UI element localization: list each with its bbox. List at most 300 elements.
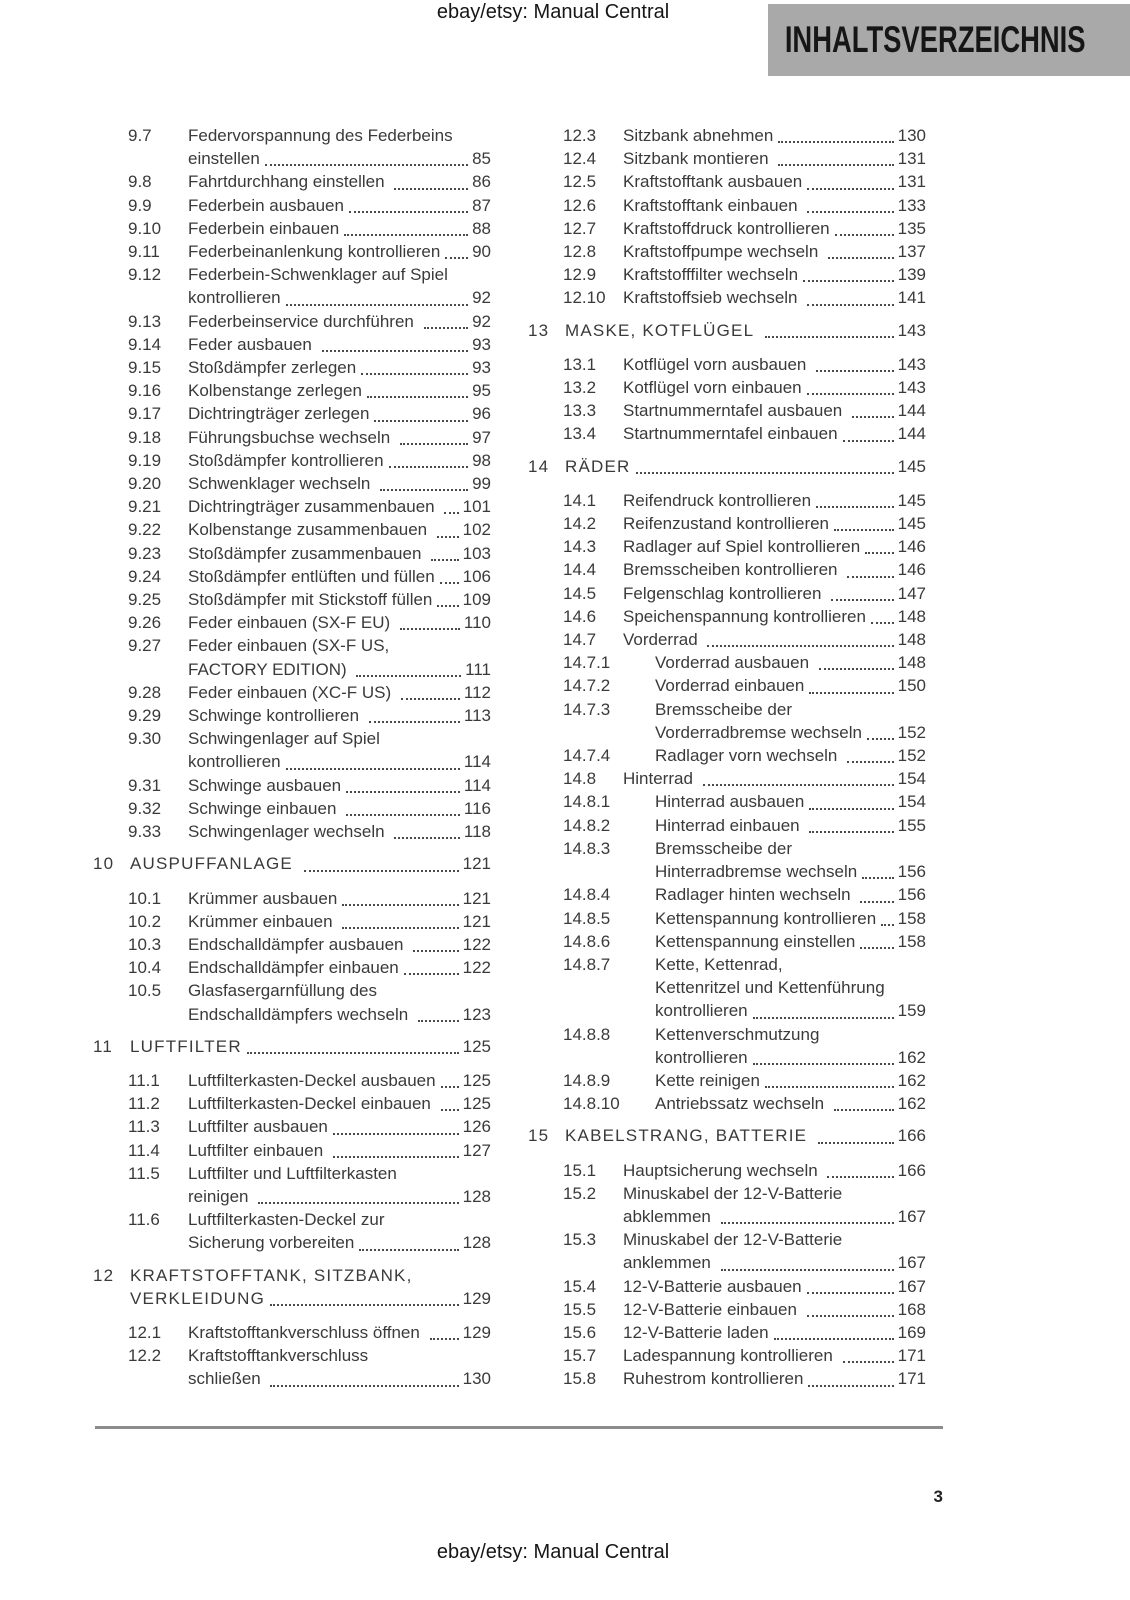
toc-entry-title-text: kontrollieren (188, 752, 281, 772)
toc-entry (528, 953, 926, 1023)
dot-leader (765, 1065, 894, 1088)
toc-entry (528, 814, 926, 837)
toc-entry (93, 852, 491, 875)
toc-entry-page: 129 (462, 1322, 491, 1342)
dot-leader (431, 538, 459, 561)
toc-entry-number: 14.5 (563, 583, 597, 603)
toc-entry (528, 286, 926, 309)
toc-entry-number: 15.4 (563, 1276, 597, 1296)
toc-entry-title (655, 698, 926, 744)
dot-leader (369, 700, 460, 723)
dot-leader (394, 816, 460, 839)
toc-entry-last-line (623, 1367, 926, 1390)
toc-entry-number: 9.10 (128, 218, 162, 238)
toc-entry (93, 1069, 491, 1092)
toc-entry-last-line (655, 999, 926, 1022)
toc-entry-page: 146 (897, 560, 926, 580)
toc-entry-last-line (655, 814, 926, 837)
toc-entry-page: 116 (463, 798, 491, 818)
toc-entry-number: 12.10 (563, 288, 606, 308)
toc-entry (93, 1162, 491, 1208)
toc-entry (93, 1264, 491, 1310)
toc-entry-page: 171 (897, 1346, 926, 1366)
toc-entry-number: 9.13 (128, 311, 162, 331)
toc-entry-title-text: Feder ausbauen (188, 334, 317, 354)
toc-entry-page: 167 (897, 1206, 926, 1226)
toc-entry-page: 168 (897, 1299, 926, 1319)
toc-entry-title-text: Hinterrad ausbauen (655, 792, 805, 812)
toc-entry-page: 133 (897, 195, 926, 215)
toc-entry-page: 156 (897, 885, 926, 905)
toc-entry-title-text: Stoßdämpfer kontrollieren (188, 450, 384, 470)
toc-entry-title (655, 674, 926, 697)
toc-entry-number: 10.5 (128, 981, 162, 1001)
toc-column-right (528, 124, 926, 1391)
toc-entry (528, 1023, 926, 1069)
toc-entry-title-text: kontrollieren (655, 1047, 748, 1067)
toc-entry-last-line (188, 240, 491, 263)
toc-entry-page: 114 (463, 775, 491, 795)
toc-entry-page: 148 (897, 606, 926, 626)
toc-entry (93, 1321, 491, 1344)
toc-entry-title (623, 1367, 926, 1390)
toc-entry-title-text: Kraftstofftankverschluss öffnen (188, 1322, 425, 1342)
dot-leader (437, 514, 459, 537)
dot-leader (444, 491, 458, 514)
toc-entry-title-text: Vorderradbremse wechseln (655, 722, 862, 742)
dot-leader (765, 315, 894, 338)
toc-entry-page: 98 (472, 450, 491, 470)
toc-entry-title-text: Kraftstofftank einbauen (623, 195, 803, 215)
page-number: 3 (933, 1487, 943, 1506)
toc-entry-page: 154 (897, 769, 926, 789)
dot-leader (374, 398, 468, 421)
toc-entry (93, 611, 491, 634)
toc-entry-number: 15.1 (563, 1160, 597, 1180)
toc-entry-last-line (188, 1139, 491, 1162)
toc-entry-title-text: Hauptsicherung wechseln (623, 1160, 823, 1180)
toc-entry (528, 1228, 926, 1274)
toc-entry-last-line (655, 930, 926, 953)
toc-entry-title (130, 1264, 491, 1310)
toc-entry-title (655, 1092, 926, 1115)
dot-leader (445, 236, 468, 259)
toc-entry-title-line: Kette, Kettenrad, (655, 954, 783, 974)
dot-leader (349, 190, 468, 213)
dot-leader (881, 903, 893, 926)
dot-leader (265, 143, 468, 166)
toc-entry-number: 11.1 (128, 1070, 160, 1090)
toc-entry-page: 148 (897, 653, 926, 673)
toc-entry (93, 704, 491, 727)
toc-entry (528, 1367, 926, 1390)
toc-entry-title-text: Sitzbank abnehmen (623, 126, 774, 145)
toc-entry-last-line (188, 611, 491, 634)
dot-leader (401, 677, 460, 700)
toc-entry-number: 15.8 (563, 1369, 597, 1389)
toc-entry-number: 9.7 (128, 126, 152, 145)
toc-entry-last-line (130, 1035, 491, 1058)
dot-leader (867, 717, 894, 740)
toc-entry-page: 145 (897, 456, 926, 476)
toc-entry-page: 156 (897, 862, 926, 882)
toc-entry-page: 143 (897, 354, 926, 374)
toc-entry-title-text: schließen (188, 1369, 266, 1389)
toc-entry-title-text: reinigen (188, 1186, 254, 1206)
toc-entry (528, 674, 926, 697)
toc-entry-page: 121 (462, 911, 491, 931)
toc-entry (528, 883, 926, 906)
toc-entry-number: 11.3 (128, 1117, 160, 1137)
toc-entry-page: 93 (472, 358, 491, 378)
toc-entry-page: 126 (462, 1117, 491, 1137)
dot-leader (721, 1201, 894, 1224)
toc-entry-title-text: Reifenzustand kontrollieren (623, 514, 830, 534)
dot-leader (441, 1088, 459, 1111)
toc-entry-page: 130 (462, 1369, 491, 1389)
dot-leader (816, 349, 894, 372)
toc-entry-title-text: Kette reinigen (655, 1070, 760, 1090)
toc-entry-page: 131 (897, 172, 926, 192)
toc-entry-page: 88 (472, 218, 491, 238)
toc-entry-number: 11.4 (128, 1140, 160, 1160)
toc-entry-last-line (655, 1092, 926, 1115)
dot-leader (828, 236, 894, 259)
toc-entry-page: 143 (897, 378, 926, 398)
dot-leader (834, 1088, 894, 1111)
toc-entry-number: 12.6 (563, 195, 597, 215)
toc-entry-title-text: Federbein einbauen (188, 218, 340, 238)
toc-entry-number: 13.1 (563, 354, 597, 374)
toc-entry-title (130, 852, 491, 875)
toc-entry-page: 139 (897, 265, 926, 285)
toc-entry-title-text: Startnummerntafel einbauen (623, 424, 838, 444)
toc-entry-page: 129 (462, 1288, 491, 1308)
toc-entry-title-line: Minuskabel der 12-V-Batterie (623, 1183, 843, 1203)
toc-entry-number: 14.2 (563, 514, 597, 534)
dot-leader (346, 793, 460, 816)
toc-entry (93, 820, 491, 843)
toc-entry-number: 9.33 (128, 822, 162, 842)
toc-entry-title-text: kontrollieren (188, 288, 281, 308)
dot-leader (843, 418, 894, 441)
dot-leader (816, 485, 894, 508)
toc-entry-page: 146 (897, 537, 926, 557)
toc-entry-number: 9.16 (128, 381, 162, 401)
toc-entry-number: 10.4 (128, 958, 162, 978)
toc-entry-number: 9.8 (128, 172, 152, 192)
toc-entry (528, 1159, 926, 1182)
toc-entry-title-line: Bremsscheibe der (655, 838, 793, 858)
toc-column-left (93, 124, 491, 1391)
dot-leader (860, 926, 893, 949)
toc-entry-title (623, 1159, 926, 1182)
toc-entry-last-line (188, 1321, 491, 1344)
toc-entry-title-text: Ruhestrom kontrollieren (623, 1369, 804, 1389)
toc-entry-title-text: Radlager hinten wechseln (655, 885, 856, 905)
toc-entry-number: 9.25 (128, 590, 162, 610)
toc-entry-page: 143 (897, 320, 926, 340)
dot-leader (807, 1294, 894, 1317)
toc-entry-title-line: Feder einbauen (SX-F US, (188, 636, 390, 656)
toc-entry-title-text: 12-V-Batterie ausbauen (623, 1276, 802, 1296)
dot-leader (400, 607, 460, 630)
dot-leader (847, 740, 894, 763)
dot-leader (304, 848, 459, 871)
toc-entry-page: 169 (897, 1322, 926, 1342)
toc-entry-number: 9.20 (128, 474, 162, 494)
toc-entry-title-text: KABELSTRANG, BATTERIE (565, 1126, 814, 1146)
toc-entry-page: 162 (897, 1070, 926, 1090)
toc-entry-page: 130 (897, 126, 926, 145)
toc-entry-title (655, 930, 926, 953)
toc-entry (93, 1139, 491, 1162)
toc-entry-title (188, 1162, 491, 1208)
dot-leader (400, 422, 468, 445)
toc-entry (528, 319, 926, 342)
toc-entry-page: 144 (897, 401, 926, 421)
toc-entry-page: 127 (462, 1140, 491, 1160)
toc-entry-number: 9.14 (128, 334, 162, 354)
toc-entry-title-line: Glasfasergarnfüllung des (188, 981, 378, 1001)
toc-entry (528, 930, 926, 953)
toc-entry-number: 9.9 (128, 195, 152, 215)
toc-entry (528, 837, 926, 883)
toc-entry-number: 10 (93, 854, 115, 874)
toc-entry-page: 158 (897, 931, 926, 951)
dot-leader (808, 1363, 893, 1386)
toc-entry-title-text: MASKE, KOTFLÜGEL (565, 320, 760, 340)
toc-entry-last-line (623, 1205, 926, 1228)
toc-entry (528, 1124, 926, 1147)
footer-watermark: ebay/etsy: Manual Central (436, 1541, 670, 1563)
dot-leader (247, 1031, 459, 1054)
toc-entry-number: 9.29 (128, 706, 162, 726)
toc-entry-number: 12.2 (128, 1346, 162, 1366)
toc-entry-last-line (188, 1367, 491, 1390)
toc-entry-page: 166 (897, 1126, 926, 1146)
toc-entry (93, 263, 491, 309)
toc-entry-page: 86 (472, 172, 491, 192)
toc-entry-title-text: Kotflügel vorn ausbauen (623, 354, 812, 374)
dot-leader (322, 329, 469, 352)
dot-leader (437, 584, 458, 607)
toc-entry-title (188, 704, 491, 727)
dot-leader (342, 883, 458, 906)
toc-entry-title-text: RÄDER (565, 456, 631, 476)
toc-entry-number: 14.4 (563, 560, 597, 580)
toc-entry-title-text: Sicherung vorbereiten (188, 1233, 355, 1253)
dot-leader (367, 375, 468, 398)
toc-entry-title (188, 956, 491, 979)
dot-leader (440, 561, 459, 584)
toc-entry-page: 137 (897, 242, 926, 262)
toc-entry-number: 14.8 (563, 769, 597, 789)
toc-entry-last-line (655, 674, 926, 697)
toc-entry-page: 152 (897, 722, 926, 742)
toc-entry-title-text: Vorderrad (623, 630, 703, 650)
toc-entry-number: 9.17 (128, 404, 162, 424)
toc-entry-title-text: Kraftstoffdruck kontrollieren (623, 218, 830, 238)
toc-entry-page: 113 (463, 706, 491, 726)
toc-entry-number: 11.5 (128, 1163, 160, 1183)
toc-entry-page: 111 (465, 659, 491, 679)
dot-leader (807, 282, 893, 305)
toc-entry-title (623, 1182, 926, 1228)
toc-entry-last-line (188, 956, 491, 979)
dot-leader (424, 306, 469, 329)
toc-entry-page: 152 (897, 746, 926, 766)
toc-entry-page: 141 (897, 288, 926, 308)
dot-leader (404, 952, 459, 975)
dot-leader (286, 746, 460, 769)
toc-entry-title-text: Schwinge kontrollieren (188, 706, 364, 726)
toc-entry-number: 12 (93, 1265, 115, 1285)
toc-entry (93, 1344, 491, 1390)
toc-entry-title (188, 240, 491, 263)
toc-entry-page: 150 (897, 676, 926, 696)
toc-entry-page: 145 (897, 514, 926, 534)
toc-entry-number: 12.3 (563, 126, 597, 145)
toc-entry-title (188, 1344, 491, 1390)
toc-entry-title-line: Federbein-Schwenklager auf Spiel (188, 265, 448, 285)
toc-entry-title-line: Luftfilterkasten-Deckel zur (188, 1210, 385, 1230)
dot-leader (270, 1283, 459, 1306)
toc-entry-title-text: FACTORY EDITION) (188, 659, 352, 679)
toc-entry-title (655, 1023, 926, 1069)
dot-leader (865, 531, 893, 554)
toc-entry-title (188, 1321, 491, 1344)
toc-entry-number: 14.7.3 (563, 699, 611, 719)
toc-entry-title (623, 1228, 926, 1274)
toc-entry-page: 166 (897, 1160, 926, 1180)
toc-entry-number: 14.6 (563, 606, 597, 626)
toc-entry-title-text: anklemmen (623, 1253, 716, 1273)
toc-entry-number: 15.3 (563, 1230, 597, 1250)
toc-entry-page: 159 (897, 1001, 926, 1021)
toc-entry (93, 956, 491, 979)
dot-leader (831, 578, 893, 601)
toc-entry-title-text: Führungsbuchse wechseln (188, 427, 395, 447)
toc-entry (93, 634, 491, 680)
toc-entry-last-line (188, 704, 491, 727)
toc-entry-title-text: Kettenspannung kontrollieren (655, 908, 877, 928)
toc-entry-title-text: Luftfilterkasten-Deckel ausbauen (188, 1070, 436, 1090)
toc-entry-title (565, 319, 926, 342)
toc-entry-number: 10.3 (128, 934, 162, 954)
toc-entry-title-text: Fahrtdurchhang einstellen (188, 172, 390, 192)
dot-leader (871, 601, 894, 624)
dot-leader (703, 763, 894, 786)
toc-entry-number: 14.7.1 (563, 653, 611, 673)
toc-entry-number: 9.23 (128, 543, 162, 563)
toc-entry-title-text: Schwenklager wechseln (188, 474, 376, 494)
toc-entry-page: 125 (462, 1094, 491, 1114)
toc-entry-page: 109 (462, 590, 491, 610)
toc-entry-last-line (188, 1231, 491, 1254)
toc-entry-page: 110 (463, 613, 491, 633)
dot-leader (847, 554, 893, 577)
toc-entry (93, 727, 491, 773)
toc-entry-title (623, 286, 926, 309)
toc-entry-last-line (623, 1159, 926, 1182)
toc-entry-page: 144 (897, 424, 926, 444)
toc-entry-page: 85 (472, 149, 491, 169)
toc-entry-number: 12.8 (563, 242, 597, 262)
toc-entry (528, 698, 926, 744)
toc-entry-title-text: Kraftstofftank ausbauen (623, 172, 803, 192)
dot-leader (809, 786, 893, 809)
dot-leader (852, 395, 894, 418)
toc-entry-title-text: LUFTFILTER (130, 1036, 242, 1056)
dot-leader (441, 1065, 459, 1088)
toc-entry-page: 99 (472, 474, 491, 494)
toc-entry-number: 9.32 (128, 798, 162, 818)
toc-entry-title-text: Stoßdämpfer zerlegen (188, 358, 357, 378)
toc-entry-number: 9.24 (128, 566, 162, 586)
toc-entry (528, 422, 926, 445)
dot-leader (389, 445, 468, 468)
toc-entry-title (655, 814, 926, 837)
toc-entry-title-text: Schwingenlager wechseln (188, 822, 390, 842)
toc-entry-title (655, 837, 926, 883)
toc-entry (528, 455, 926, 478)
toc-entry-title-text: Federbeinanlenkung kontrollieren (188, 242, 441, 262)
toc-entry-title (188, 124, 491, 170)
toc-entry-title-text: Sitzbank montieren (623, 149, 774, 169)
dot-leader (753, 995, 894, 1018)
toc-entry-page: 101 (462, 497, 491, 517)
toc-entry-title-line: Bremsscheibe der (655, 699, 793, 719)
toc-entry-page: 155 (897, 815, 926, 835)
toc-entry-number: 14.7.4 (563, 746, 611, 766)
toc-entry-title-text: kontrollieren (655, 1001, 748, 1021)
toc-entry-number: 14.8.4 (563, 885, 611, 905)
toc-entry-title-line: Schwingenlager auf Spiel (188, 729, 380, 749)
dot-leader (333, 1135, 459, 1158)
toc-entry-number: 14.7 (563, 630, 597, 650)
toc-entry-number: 15.6 (563, 1322, 597, 1342)
toc-entry-title-text: Endschalldämpfer einbauen (188, 958, 399, 978)
dot-leader (774, 1317, 894, 1340)
dot-leader (860, 879, 893, 902)
toc-entry-title-text: Antriebssatz wechseln (655, 1094, 829, 1114)
toc-entry-title-text: Kraftstoffpumpe wechseln (623, 242, 824, 262)
toc-entry-page: 92 (472, 311, 491, 331)
dot-leader (803, 259, 894, 282)
toc-entry-number: 9.30 (128, 729, 162, 749)
toc-entry-number: 14.3 (563, 537, 597, 557)
toc-entry-title-text: Reifendruck kontrollieren (623, 490, 812, 510)
toc-entry-number: 9.19 (128, 450, 162, 470)
dot-leader (346, 770, 460, 793)
toc-entry-title (188, 263, 491, 309)
toc-entry-number: 14.8.1 (563, 792, 611, 812)
toc-entry-title (188, 1208, 491, 1254)
toc-entry-title-line: KRAFTSTOFFTANK, SITZBANK, (130, 1265, 413, 1285)
toc-entry-number: 12.9 (563, 265, 597, 285)
dot-leader (270, 1363, 458, 1386)
toc-entry-page: 95 (472, 381, 491, 401)
toc-entry-title-text: Startnummerntafel ausbauen (623, 401, 847, 421)
toc-entry-number: 9.21 (128, 497, 162, 517)
toc-entry-number: 13.2 (563, 378, 597, 398)
toc-entry-title-text: Kraftstoffsieb wechseln (623, 288, 803, 308)
dot-leader (807, 1271, 894, 1294)
toc-entry-title-text: Speichenspannung kontrollieren (623, 606, 866, 626)
toc-entry-title-text: VERKLEIDUNG (130, 1288, 266, 1308)
toc-entry-last-line (130, 1287, 491, 1310)
